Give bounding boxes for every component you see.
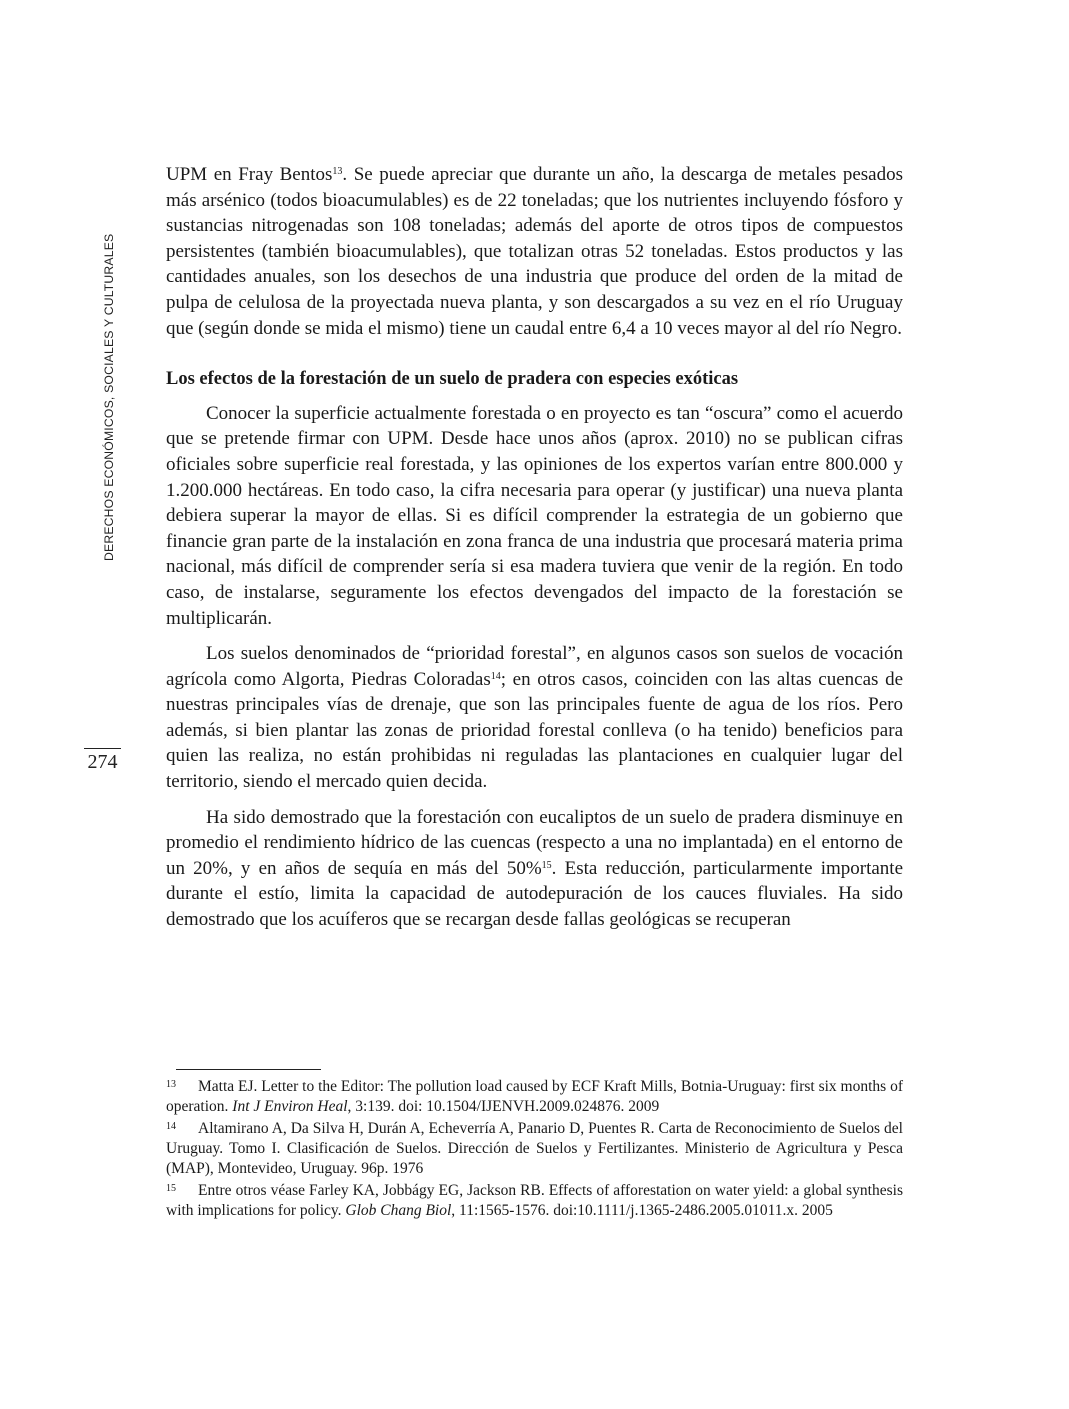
spacer xyxy=(166,393,903,401)
footnote-13: 13 Matta EJ. Letter to the Editor: The pollution load caused by ECF Kraft Mills, Botnia-Uruguay: first six months of operation. Int J Environ Heal, 3:139. doi: 10.1504/IJENVH.2009.024876. 2009 xyxy=(166,1078,903,1115)
spacer xyxy=(166,631,903,641)
footnotes xyxy=(166,1075,903,1221)
footnote-15: 15 Entre otros véase Farley KA, Jobbágy EG, Jackson RB. Effects of afforestation on water yield: a global synthesis with implications for policy. Glob Chang Biol, 11:1565-1576. doi:10.1111/j.1365-2486.2005.01011.x. 2005 xyxy=(166,1182,903,1219)
footnote-ref-14[interactable]: 14 xyxy=(490,670,501,682)
paragraph-3: Los suelos denominados de “prioridad forestal”, en algunos casos son suelos de vocación agrícola como Algorta, Piedras Coloradas$^{14}$; en otros casos, coinciden con las altas cuencas de nuestras principales vías de drenaje, que son las principales fuente de agua de los ríos. Pero además, si bien plantar las zonas de prioridad forestal conlleva (o ha tenido) beneficios para quien las realiza, no están prohibidas ni reguladas las plantaciones en cualquier lugar del territorio, siendo el mercado quien decida. xyxy=(166,643,904,793)
body-text xyxy=(166,162,903,933)
page-number: 274 xyxy=(87,751,118,773)
footnote-14: 14 Altamirano A, Da Silva H, Durán A, Echeverría A, Panario D, Puentes R. Carta de Reconocimiento de Suelos del Uruguay. Tomo I. Clasificación de Suelos. Dirección de Suelos y Fertilizantes. Ministerio de Agricultura y Pesca (MAP), Montevideo, Uruguay. 96p. 1976 xyxy=(166,1120,903,1177)
footnote-ref-15[interactable]: 15 xyxy=(541,859,552,871)
paragraph-1: UPM en Fray Bentos$^{13}$. Se puede apreciar que durante un año, la descarga de metales pesados más arsénico (todos bioacumulables) es de 22 toneladas; que los nutrientes incluyendo fósforo y sustancias nitrogenadas son 108 toneladas; además del aporte de otros tipos de compuestos persistentes (también bioacumulables), que totalizan otras 52 toneladas. Estos productos y las cantidades anuales, son los desechos de una industria que produce del orden de la mitad de pulpa de celulosa de la proyectada nueva planta, y son descargados a su vez en el río Uruguay que (según donde se mida el mismo) tiene un caudal entre 6,4 a 10 veces mayor al del río Negro. xyxy=(166,164,903,339)
section-heading: Los efectos de la forestación de un suelo de pradera con especies exóticas xyxy=(166,369,739,390)
footnote-separator xyxy=(176,1069,321,1070)
paragraph-4: Ha sido demostrado que la forestación con eucaliptos de un suelo de pradera disminuye en promedio el rendimiento hídrico de las cuencas (respecto a una no implantada) en el entorno de un 20%, y en años de sequía en más del 50%$^{15}$. Esta reducción, particularmente importante durante el estío, limita la capacidad de autodepuración de los cauces fluviales. Ha sido demostrado que los acuíferos que se recargan desde fallas geológicas se recuperan xyxy=(166,806,904,931)
running-header-text: DERECHOS ECONÓMICOS, SOCIALES Y CULTURALES xyxy=(102,233,116,561)
footnote-ref-13[interactable]: 13 xyxy=(332,166,343,177)
spacer xyxy=(166,341,903,367)
paragraph-2: Conocer la superficie actualmente forestada o en proyecto es tan “oscura” como el acuerdo que se pretende firmar con UPM. Desde hace unos años (aprox. 2010) no se publican cifras oficiales sobre superficie real forestada, y las opiniones de los expertos varían entre 800.000 y 1.200.000 hectáreas. En todo caso, la cifra necesaria para operar (y justificar) una nueva planta debiera superar la mayor de ellas. Si es difícil comprender la estrategia de un gobierno que financie gran parte de la instalación en zona franca de una industria que procesará materia prima nacional, más difícil de comprender sería si esa madera tuviera que venir de la región. En todo caso, de instalarse, seguramente los efectos devengados del impacto de la forestación se multiplicarán. xyxy=(166,402,903,629)
spacer xyxy=(166,795,903,805)
